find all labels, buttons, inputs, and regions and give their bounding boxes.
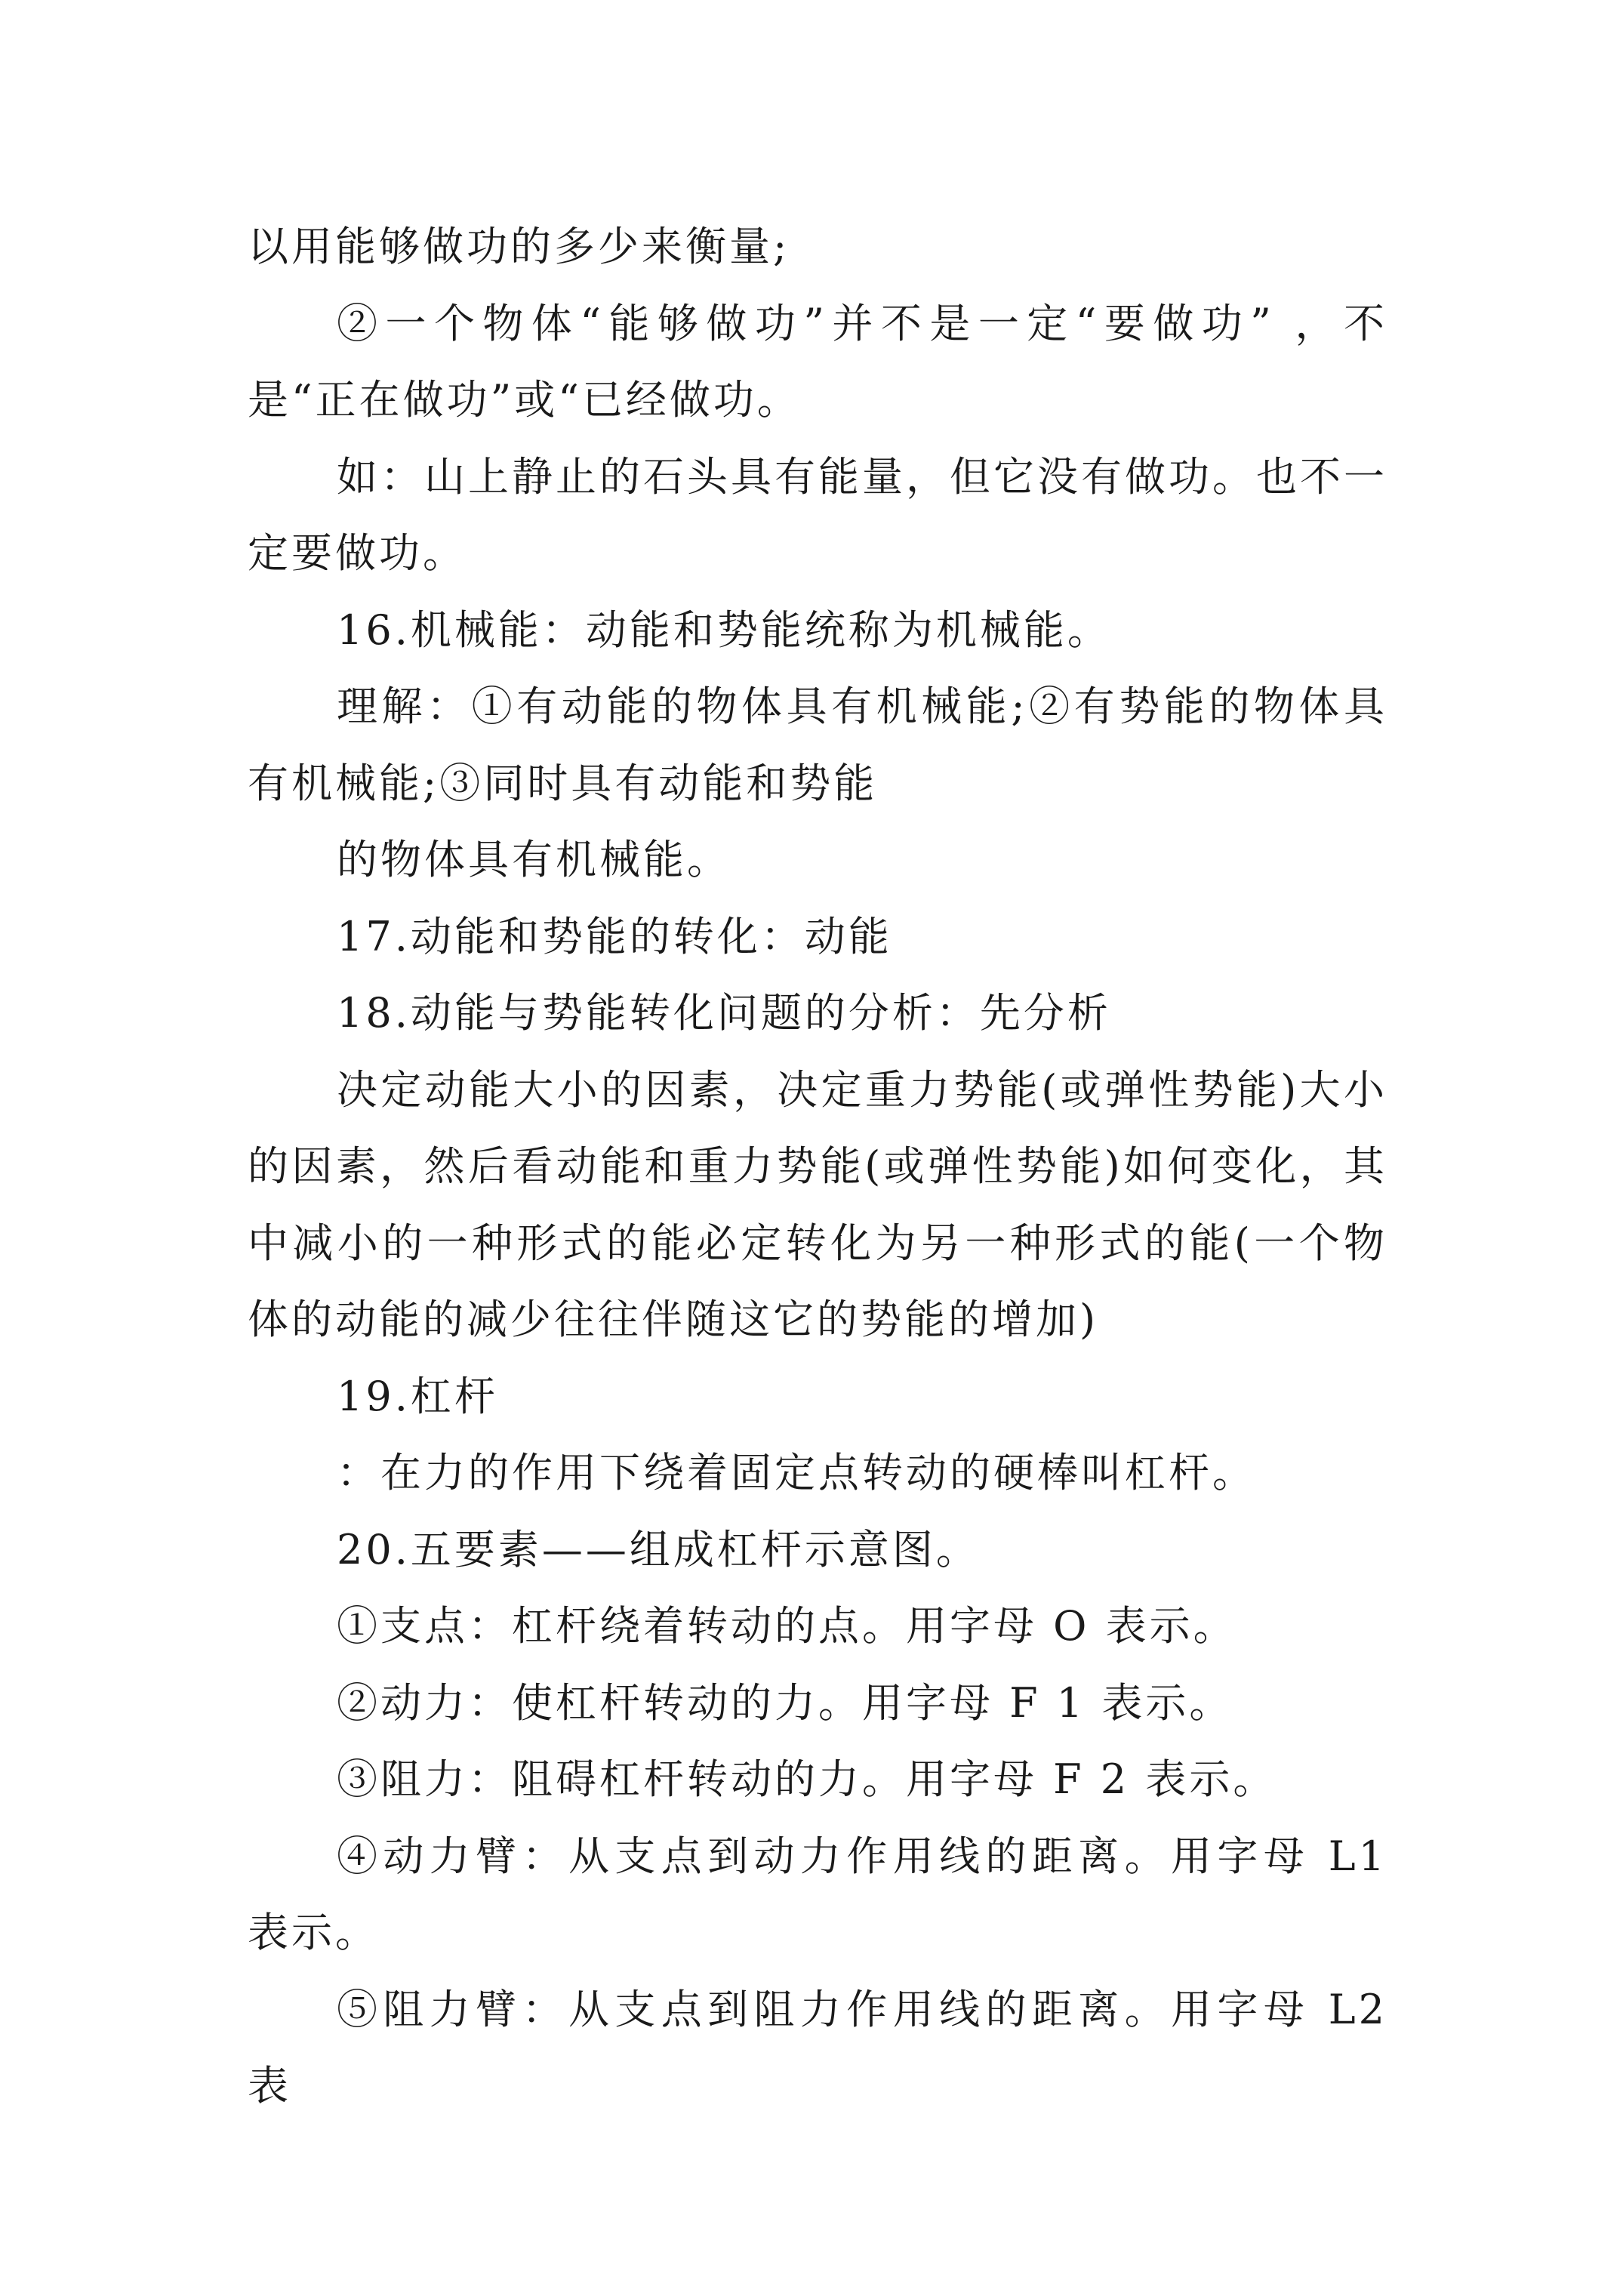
paragraph-lever-definition: ：在力的作用下绕着固定点转动的硬棒叫杠杆。 xyxy=(337,1449,1256,1496)
paragraph-understanding-cont: 的物体具有机械能。 xyxy=(337,836,731,883)
paragraph-17-conversion: 17.动能和势能的转化：动能 xyxy=(337,912,892,960)
paragraph-fulcrum: ①支点：杠杆绕着转动的点。用字母 O 表示。 xyxy=(337,1602,1237,1650)
paragraph-stone-example: 如：山上静止的石头具有能量，但它没有做功。也不一定要做功。 xyxy=(248,452,1387,577)
paragraph-can-do-work: ②一个物体“能够做功”并不是一定“要做功” ，不是“正在做功”或“已经做功。 xyxy=(248,299,1387,424)
paragraph-18-analysis: 18.动能与势能转化问题的分析：先分析 xyxy=(337,989,1111,1037)
paragraph-analysis-detail: 决定动能大小的因素，决定重力势能(或弹性势能)大小的因素，然后看动能和重力势能(或弹性势能)如何变化，其中减小的一种形式的能必定转化为另一种形式的能(一个物体的动能的减少往往伴随这它的势能的增加) xyxy=(248,1065,1387,1343)
document-body xyxy=(248,208,1387,2125)
paragraph-effort-force: ②动力：使杠杆转动的力。用字母 F 1 表示。 xyxy=(337,1678,1233,1727)
paragraph-19-lever: 19.杠杆 xyxy=(337,1372,498,1420)
paragraph-energy-measure: 以用能够做功的多少来衡量; xyxy=(248,223,790,270)
paragraph-effort-arm: ④动力臂：从支点到动力作用线的距离。用字母 L1 表示。 xyxy=(248,1832,1387,1956)
paragraph-20-five-elements: 20.五要素——组成杠杆示意图。 xyxy=(337,1525,980,1573)
paragraph-understanding: 理解：①有动能的物体具有机械能;②有势能的物体具有机械能;③同时具有动能和势能 xyxy=(248,683,1387,807)
paragraph-16-mechanical-energy: 16.机械能：动能和势能统称为机械能。 xyxy=(337,606,1111,654)
paragraph-resistance-force: ③阻力：阻碍杠杆转动的力。用字母 F 2 表示。 xyxy=(337,1755,1277,1803)
paragraph-resistance-arm: ⑤阻力臂：从支点到阻力作用线的距离。用字母 L2 表 xyxy=(248,1985,1387,2110)
